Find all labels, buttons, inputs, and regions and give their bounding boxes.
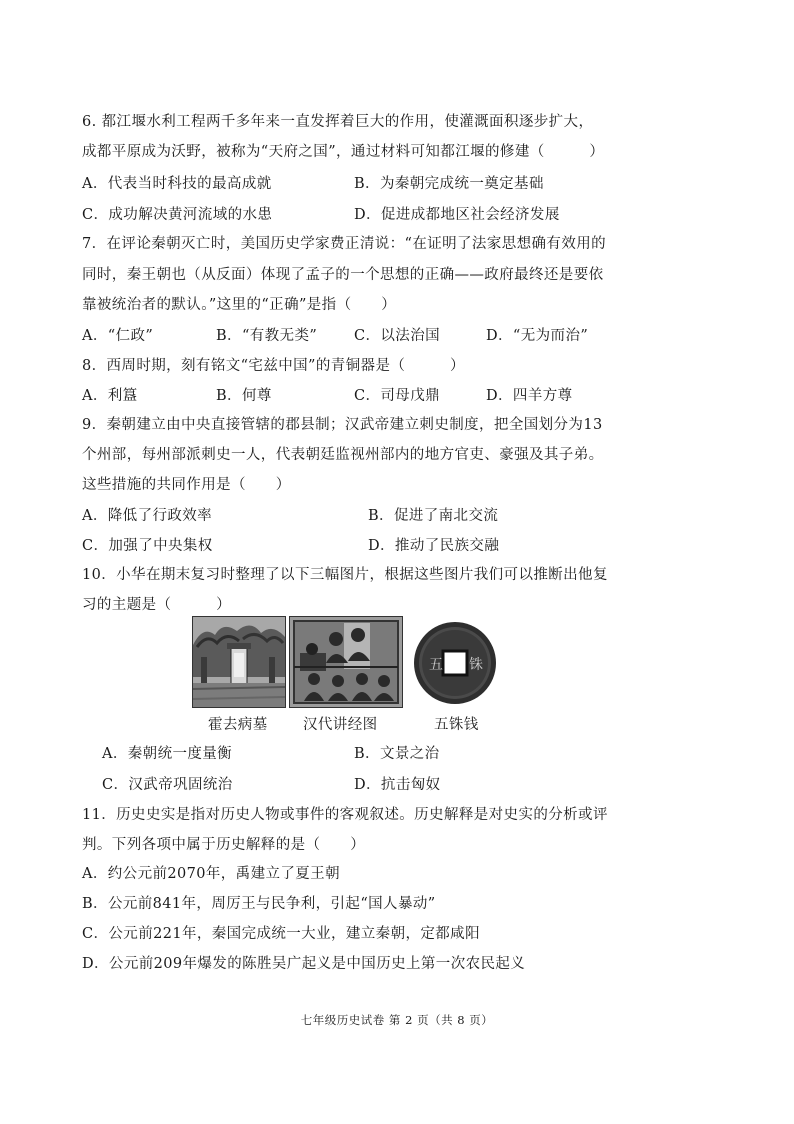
q6-option-d: D．促进成都地区社会经济发展 [354, 207, 560, 223]
figure-caption-lecture: 汉代讲经图 [303, 717, 378, 733]
q8-option-c: C．司母戊鼎 [354, 388, 440, 404]
figure-caption-tomb: 霍去病墓 [208, 717, 268, 733]
q11-option-a: A．约公元前2070年，禹建立了夏王朝 [82, 866, 340, 882]
q11-stem-line-1: 11．历史史实是指对历史人物或事件的客观叙述。历史解释是对史实的分析或评 [82, 807, 608, 823]
figure-caption-coin: 五铢钱 [434, 717, 479, 733]
q8-option-d: D．四羊方尊 [486, 388, 573, 404]
q7-option-c: C．以法治国 [354, 328, 440, 344]
q10-stem-line-1: 10．小华在期末复习时整理了以下三幅图片，根据这些图片我们可以推断出他复 [82, 567, 608, 583]
q10-option-d: D．抗击匈奴 [354, 777, 441, 793]
q6-option-a: A．代表当时科技的最高成就 [82, 176, 272, 192]
q11-option-b: B．公元前841年，周厉王与民争利，引起“国人暴动” [82, 896, 436, 912]
q8-stem-line-1: 8．西周时期，刻有铭文“宅兹中国”的青铜器是（ ） [82, 358, 465, 374]
q10-option-c: C．汉武帝巩固统治 [102, 777, 233, 793]
q10-option-a: A．秦朝统一度量衡 [102, 746, 233, 762]
q7-option-b: B．“有教无类” [216, 328, 318, 344]
q9-stem-line-2: 个州部，每州部派刺史一人，代表朝廷监视州部内的地方官吏、豪强及其子弟。 [82, 447, 604, 463]
q11-option-d: D．公元前209年爆发的陈胜吴广起义是中国历史上第一次农民起义 [82, 956, 526, 972]
page-footer: 七年级历史试卷 第 2 页（共 8 页） [300, 1013, 494, 1027]
q7-option-a: A．“仁政” [82, 328, 154, 344]
q10-option-b: B．文景之治 [354, 746, 440, 762]
q11-option-c: C．公元前221年，秦国完成统一大业，建立秦朝，定都咸阳 [82, 926, 480, 942]
q6-option-c: C．成功解决黄河流域的水患 [82, 207, 273, 223]
q10-stem-line-2: 习的主题是（ ） [82, 597, 231, 613]
coin-char-wu: 五 [429, 657, 443, 673]
q9-option-b: B．促进了南北交流 [368, 508, 499, 524]
lecture-relief-drawing [290, 617, 402, 707]
q8-option-b: B．何尊 [216, 388, 272, 404]
lecture-relief-icon [289, 616, 403, 708]
wuzhu-coin-icon [412, 620, 498, 706]
q7-stem-line-2: 同时，秦王朝也（从反面）体现了孟子的一个思想的正确——政府最终还是要依 [82, 267, 604, 283]
q6-option-b: B．为秦朝完成统一奠定基础 [354, 176, 544, 192]
q9-option-d: D．推动了民族交融 [368, 538, 500, 554]
q8-option-a: A．利簋 [82, 388, 138, 404]
q9-option-c: C．加强了中央集权 [82, 538, 213, 554]
q9-stem-line-3: 这些措施的共同作用是（ ） [82, 477, 291, 493]
tomb-photo-icon [192, 616, 286, 708]
q6-stem-line-2: 成都平原成为沃野，被称为“天府之国”，通过材料可知都江堰的修建（ ） [82, 144, 605, 160]
q9-option-a: A．降低了行政效率 [82, 508, 213, 524]
q11-stem-line-2: 判。下列各项中属于历史解释的是（ ） [82, 837, 366, 853]
coin-char-zhu: 铢 [469, 657, 483, 673]
q7-option-d: D．“无为而治” [486, 328, 589, 344]
q7-stem-line-1: 7．在评论秦朝灭亡时，美国历史学家费正清说：“在证明了法家思想确有效用的 [82, 236, 607, 252]
tomb-photo-drawing [193, 617, 285, 707]
q9-stem-line-1: 9．秦朝建立由中央直接管辖的郡县制；汉武帝建立刺史制度，把全国划分为13 [82, 417, 603, 433]
wuzhu-coin-drawing [412, 620, 498, 706]
q6-stem-line-1: 6. 都江堰水利工程两千多年来一直发挥着巨大的作用，使灌溉面积逐步扩大， [82, 114, 594, 130]
q7-stem-line-3: 靠被统治者的默认。”这里的“正确”是指（ ） [82, 297, 397, 313]
